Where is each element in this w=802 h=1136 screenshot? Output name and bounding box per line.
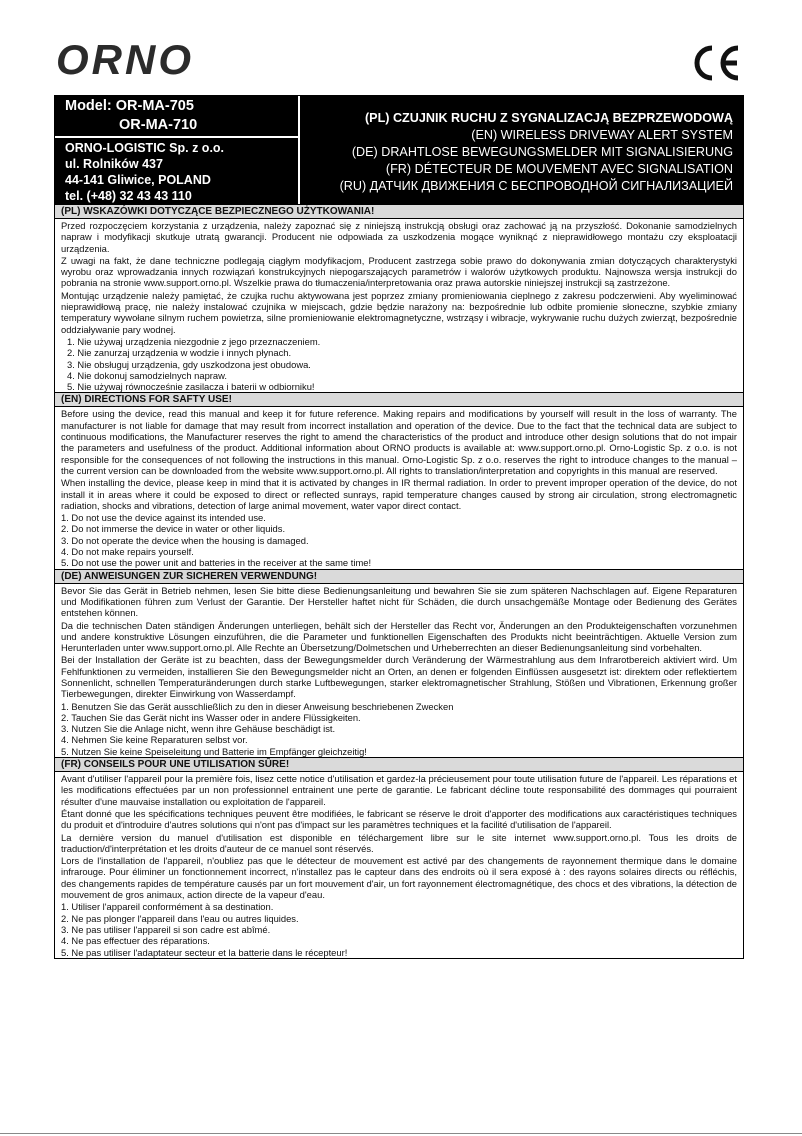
section-heading-de: (DE) ANWEISUNGEN ZUR SICHEREN VERWENDUNG! (55, 569, 743, 584)
safety-list-en (61, 512, 737, 568)
section-body-en (55, 407, 743, 568)
section-heading-en: (EN) DIRECTIONS FOR SAFTY USE! (55, 392, 743, 407)
paragraph: La dernière version du manuel d'utilisation est disponible en téléchargement libre sur le site internet www.support.orno.pl. Tous les droits de traduction/d'interprétation et les droits d'auteur de ce manuel sont réservés. (61, 831, 737, 854)
section-body-pl (55, 219, 743, 392)
orno-logo (54, 38, 234, 80)
paragraph: Bevor Sie das Gerät in Betrieb nehmen, lesen Sie bitte diese Bedienungsanleitung und bewahren Sie sie zum späteren Nachschlagen auf. Eigene Reparaturen und Modifikationen führen zum Verlust der Garantie. Der Hersteller haftet nicht für Schäden, die durch unsachgemäße Montage oder Bedienung des Gerätes entstehen können. (61, 584, 737, 619)
paragraph: Z uwagi na fakt, że dane techniczne podlegają ciągłym modyfikacjom, Producent zastrzega sobie prawo do dokonywania zmian dotyczących charakterystyki wyrobu oraz wprowadzania innych rozwiązań konstrukcyjnych niepogarszających parametrów i walorów użytkowych produktu. Najnowsza wersja instrukcji do pobrania na stronie www.support.orno.pl. Wszelkie prawa do tłumaczenia/interpretowania oraz prawa autorskie niniejszej instrukcji są zastrzeżone. (61, 254, 737, 289)
title-de: (DE) DRAHTLOSE BEWEGUNGSMELDER MIT SIGNALISIERUNG (351, 145, 733, 159)
list-item: 3. Nutzen Sie die Anlage nicht, wenn ihre Gehäuse beschädigt ist. (61, 723, 336, 735)
list-item: 4. Ne pas effectuer des réparations. (61, 935, 210, 947)
paragraph: Bei der Installation der Geräte ist zu beachten, dass der Bewegungsmelder durch Veränderung der Wärmestrahlung aus dem Infrarotbereich aktiviert wird. Um Fehlfunktionen zu vermeiden, installieren Sie den Bewegungsmelder nicht an Orten, an denen er folgenden Einflüssen ausgesetzt ist: direktem oder reflektiertem Sonnenlicht, schnellen Temperaturänderungen durch starke Luftbewegungen, starker elektromagnetischer Strahlung, Stößen und Vibrationen, Erkennung großer Tierbewegungen, direkter Einwirkung von Wasserdampf. (61, 654, 737, 700)
model-label: Model: OR-MA-705 (65, 98, 194, 114)
safety-list-pl (61, 336, 737, 392)
paragraph: Étant donné que les spécifications techniques peuvent être modifiées, le fabricant se réserve le droit d'apporter des modifications aux caractéristiques techniques du produit et d'introduire d'autres solutions qui n'ont pas d'impact sur les paramètres techniques et la facilité d'utilisation de l'appareil. (61, 807, 737, 831)
list-item: 5. Nutzen Sie keine Speiseleitung und Batterie im Empfänger gleichzeitig! (61, 745, 367, 757)
list-item: 4. Do not make repairs yourself. (61, 546, 194, 558)
section-body-fr (55, 772, 743, 958)
instruction-sheet (54, 95, 744, 959)
section-body-de (55, 584, 743, 757)
ce-mark-icon (690, 44, 742, 82)
header-left (55, 96, 300, 204)
list-item: 1. Nie używaj urządzenia niezgodnie z jego przeznaczeniem. (67, 335, 321, 347)
safety-list-de (61, 701, 737, 757)
list-item: 2. Nie zanurzaj urządzenia w wodzie i innych płynach. (67, 347, 292, 359)
title-pl: (PL) CZUJNIK RUCHU Z SYGNALIZACJĄ BEZPRZEWODOWĄ (364, 111, 733, 125)
paragraph: Da die technischen Daten ständigen Änderungen unterliegen, behält sich der Hersteller das Recht vor, Änderungen an den Produkteigenschaften vorzunehmen und andere konstruktive Lösungen einzuführen, die die Parameter und funktionellen Eigenschaften des Produkts nicht beeinträchtigen. Aktuelle Version zum Herunterladen unter www.support.orno.pl. Alle Rechte an Übersetzung/Dolmetschen und Urheberrechten an dieser Bedienungsanleitung sind vorbehalten. (61, 619, 737, 654)
list-item: 2. Tauchen Sie das Gerät nicht ins Wasser oder in andere Flüssigkeiten. (61, 711, 361, 723)
logo-text: ORNO (56, 38, 194, 80)
company-name: ORNO-LOGISTIC Sp. z o.o. (65, 141, 225, 155)
title-fr: (FR) DÉTECTEUR DE MOUVEMENT AVEC SIGNALISATION (385, 162, 733, 176)
list-item: 2. Do not immerse the device in water or other liquids. (61, 523, 286, 535)
company-address (55, 138, 298, 204)
paragraph: When installing the device, please keep in mind that it is activated by changes in IR thermal radiation. In order to prevent improper operation of the device, do not install it in areas where it could be exposed to direct or reflected sunrays, rapid temperature changes caused by strong air circulation, strong electromagnetic radiation, shocks and vibrations, detection of large animal movement, water vapor direct contact. (61, 477, 737, 511)
page-bottom-rule (0, 1133, 802, 1134)
list-item: 3. Nie obsługuj urządzenia, gdy uszkodzona jest obudowa. (67, 358, 311, 370)
title-ru: (RU) ДАТЧИК ДВИЖЕНИЯ С БЕСПРОВОДНОЙ СИГНАЛИЗАЦИЕЙ (339, 179, 733, 193)
model-box (55, 96, 298, 138)
company-city: 44-141 Gliwice, POLAND (65, 173, 211, 187)
paragraph: Lors de l'installation de l'appareil, n'oubliez pas que le détecteur de mouvement est activé par des changements de rayonnement thermique dans le domaine infrarouge. Pour éliminer un fonctionnement incorrect, n'installez pas le capteur dans des endroits où il sera exposé à : des rayons solaires directs ou réfléchis, des changements rapides de température causés par un fort mouvement d'air, un fort rayonnement électromagnétique, des chocs et des vibrations, la détection de mouvement de gros animaux, action directe de la vapeur d'eau. (61, 855, 737, 901)
paragraph: Avant d'utiliser l'appareil pour la première fois, lisez cette notice d'utilisation et gardez-la précieusement pour toute utilisation future de l'appareil. Les réparations et les modifications effectuées par un non professionnel entrainent une perte de garantie. Le fabricant décline toute responsabilité des dommages qui pourraient résulter d'une mauvaise installation ou exploitation de l'appareil. (61, 773, 737, 807)
list-item: 4. Nie dokonuj samodzielnych napraw. (67, 369, 227, 381)
paragraph: Przed rozpoczęciem korzystania z urządzenia, należy zapoznać się z niniejszą instrukcją obsługi oraz zachować ją na przyszłość. Dokonanie samodzielnych napraw i modyfikacji skutkuje utratą gwarancji. Producent nie odpowiada za uszkodzenia mogące wyniknąć z nieprawidłowego montażu czy eksploatacji urządzenia. (61, 220, 737, 254)
section-heading-fr: (FR) CONSEILS POUR UNE UTILISATION SÛRE! (55, 757, 743, 772)
safety-list-fr (61, 901, 737, 957)
list-item: 5. Ne pas utiliser l'adaptateur secteur et la batterie dans le récepteur! (61, 946, 348, 958)
list-item: 1. Benutzen Sie das Gerät ausschließlich zu den in dieser Anweisung beschriebenen Zwecken (61, 700, 454, 712)
list-item: 1. Utiliser l'appareil conformément à sa destination. (61, 901, 274, 913)
list-item: 2. Ne pas plonger l'appareil dans l'eau ou autres liquides. (61, 912, 299, 924)
header-block (55, 96, 743, 204)
section-heading-pl: (PL) WSKAZÓWKI DOTYCZĄCE BEZPIECZNEGO UŻYTKOWANIA! (55, 204, 743, 219)
list-item: 3. Do not operate the device when the housing is damaged. (61, 534, 309, 546)
title-en: (EN) WIRELESS DRIVEWAY ALERT SYSTEM (471, 128, 733, 142)
list-item: 5. Do not use the power unit and batteries in the receiver at the same time! (61, 557, 372, 569)
model-second: OR-MA-710 (119, 117, 198, 133)
list-item: 3. Ne pas utiliser l'appareil si son cadre est abîmé. (61, 923, 271, 935)
product-titles (300, 96, 743, 204)
paragraph: Montując urządzenie należy pamiętać, że czujka ruchu aktywowana jest poprzez zmiany promieniowania cieplnego z zakresu podczerwieni. Aby wyeliminować nieprawidłową pracę, nie należy instalować czujnika w miejscach, gdzie będzie narażony na: bezpośrednie lub odbite promienie słoneczne, szybkie zmiany temperatury wywołane silnym ruchem powietrza, silne promieniowanie elektromagnetyczne, wstrząsy i wibracje, wykrywanie ruchu dużych zwierząt, bezpośrednie oddziaływanie pary wodnej. (61, 289, 737, 335)
list-item: 1. Do not use the device against its intended use. (61, 512, 266, 524)
paragraph: Before using the device, read this manual and keep it for future reference. Making repairs and modifications by yourself will result in the loss of warranty. The manufacturer is not liable for damage that may result from incorrect installation and operation of the device. Due to the fact that the technical data are subject to continuous modifications, the Manufacturer reserves the right to amend the characteristics of the product and introduce other design solutions that do not impair the parameters and usefulness of the product. Additional information about ORNO products is available at: www.support.orno.pl. Orno-Logistic Sp. z o.o. is not responsible for the consequences of not following the instructions in this manual. Orno-Logistic Sp. z o.o. reserves the right to introduce changes to the manual – the current version can be downloaded from the website www.support.orno.pl. All rights to translation/interpretation and copyrights in this manual are reserved. (61, 408, 737, 476)
company-phone: tel. (+48) 32 43 43 110 (65, 189, 192, 203)
list-item: 4. Nehmen Sie keine Reparaturen selbst vor. (61, 734, 248, 746)
list-item: 5. Nie używaj równocześnie zasilacza i baterii w odbiorniku! (67, 381, 315, 393)
company-street: ul. Rolników 437 (65, 157, 163, 171)
